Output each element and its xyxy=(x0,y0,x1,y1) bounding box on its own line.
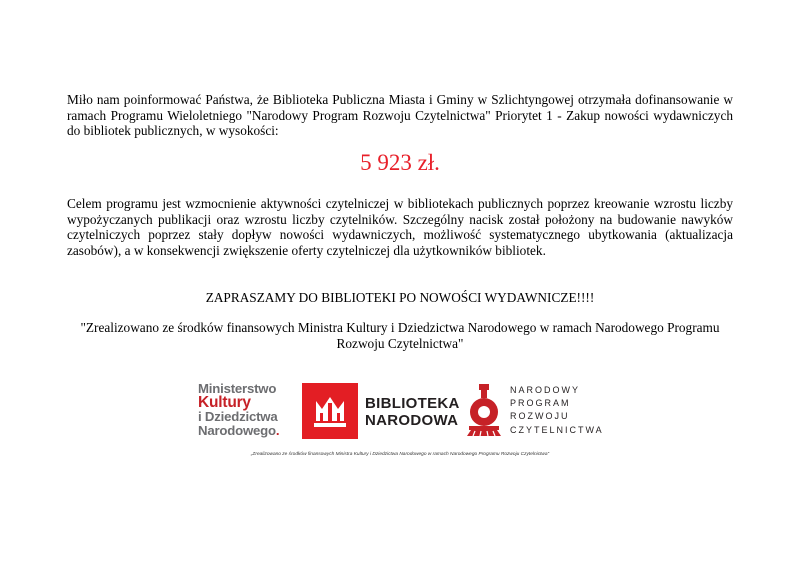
library-logo-line2: NARODOWA xyxy=(365,412,459,429)
ministry-logo-line2: Kultury xyxy=(198,394,251,412)
program-logo-line4: CZYTELNICTWA xyxy=(510,424,604,435)
reading-program-logo-text xyxy=(510,384,604,437)
grant-amount: 5 923 zł. xyxy=(360,150,440,175)
program-goal-paragraph: Celem programu jest wzmocnienie aktywności czytelniczej w bibliotekach publicznych poprzez kreowanie wzrostu liczby wypożyczanych publikacji oraz wzrostu liczby czytelników. Szczególny nacisk został położony na budowanie nawyków czytelniczych poprzez stały dopływ nowości wydawniczych, możliwość systematycznego ubytkowania (aktualizacja zasobów), a w konsekwencji zwiększenie oferty czytelniczej dla użytkowników bibliotek. xyxy=(67,196,733,258)
invitation-heading: ZAPRASZAMY DO BIBLIOTEKI PO NOWOŚCI WYDAWNICZE!!!! xyxy=(205,290,595,305)
ministry-logo-line4: Narodowego xyxy=(198,422,276,438)
sponsor-logos xyxy=(0,380,800,450)
library-logo-text xyxy=(365,395,460,429)
logo-caption: „Zrealizowano ze środków finansowych Ministra Kultury i Dziedzictwa Narodowego w ramach Narodowego Programu Rozwoju Czytelnictwa” xyxy=(250,452,550,457)
library-logo-line1: BIBLIOTEKA xyxy=(365,395,460,412)
ministry-logo-line3: i Dziedzictwa xyxy=(198,409,278,425)
ministry-logo xyxy=(198,382,294,437)
program-logo-line2: PROGRAM xyxy=(510,398,571,409)
program-logo-line3: ROZWOJU xyxy=(510,411,570,422)
intro-paragraph: Miło nam poinformować Państwa, że Biblioteka Publiczna Miasta i Gminy w Szlichtyngowej otrzymała dofinansowanie w ramach Programu Wieloletniego "Narodowy Program Rozwoju Czytelnictwa" Priorytet 1 - Zakup nowości wydawniczych do bibliotek publicznych, w wysokości: xyxy=(67,92,733,139)
ministry-logo-dot: . xyxy=(275,422,280,438)
funding-note: "Zrealizowano ze środków finansowych Ministra Kultury i Dziedzictwa Narodowego w ramach Narodowego Programu Rozwoju Czytelnictwa" xyxy=(80,320,720,351)
crown-emblem-icon xyxy=(302,383,358,439)
program-logo-line1: NARODOWY xyxy=(510,385,580,395)
ministry-logo-line1: Ministerstwo xyxy=(198,381,277,396)
locomotive-icon xyxy=(465,384,503,436)
